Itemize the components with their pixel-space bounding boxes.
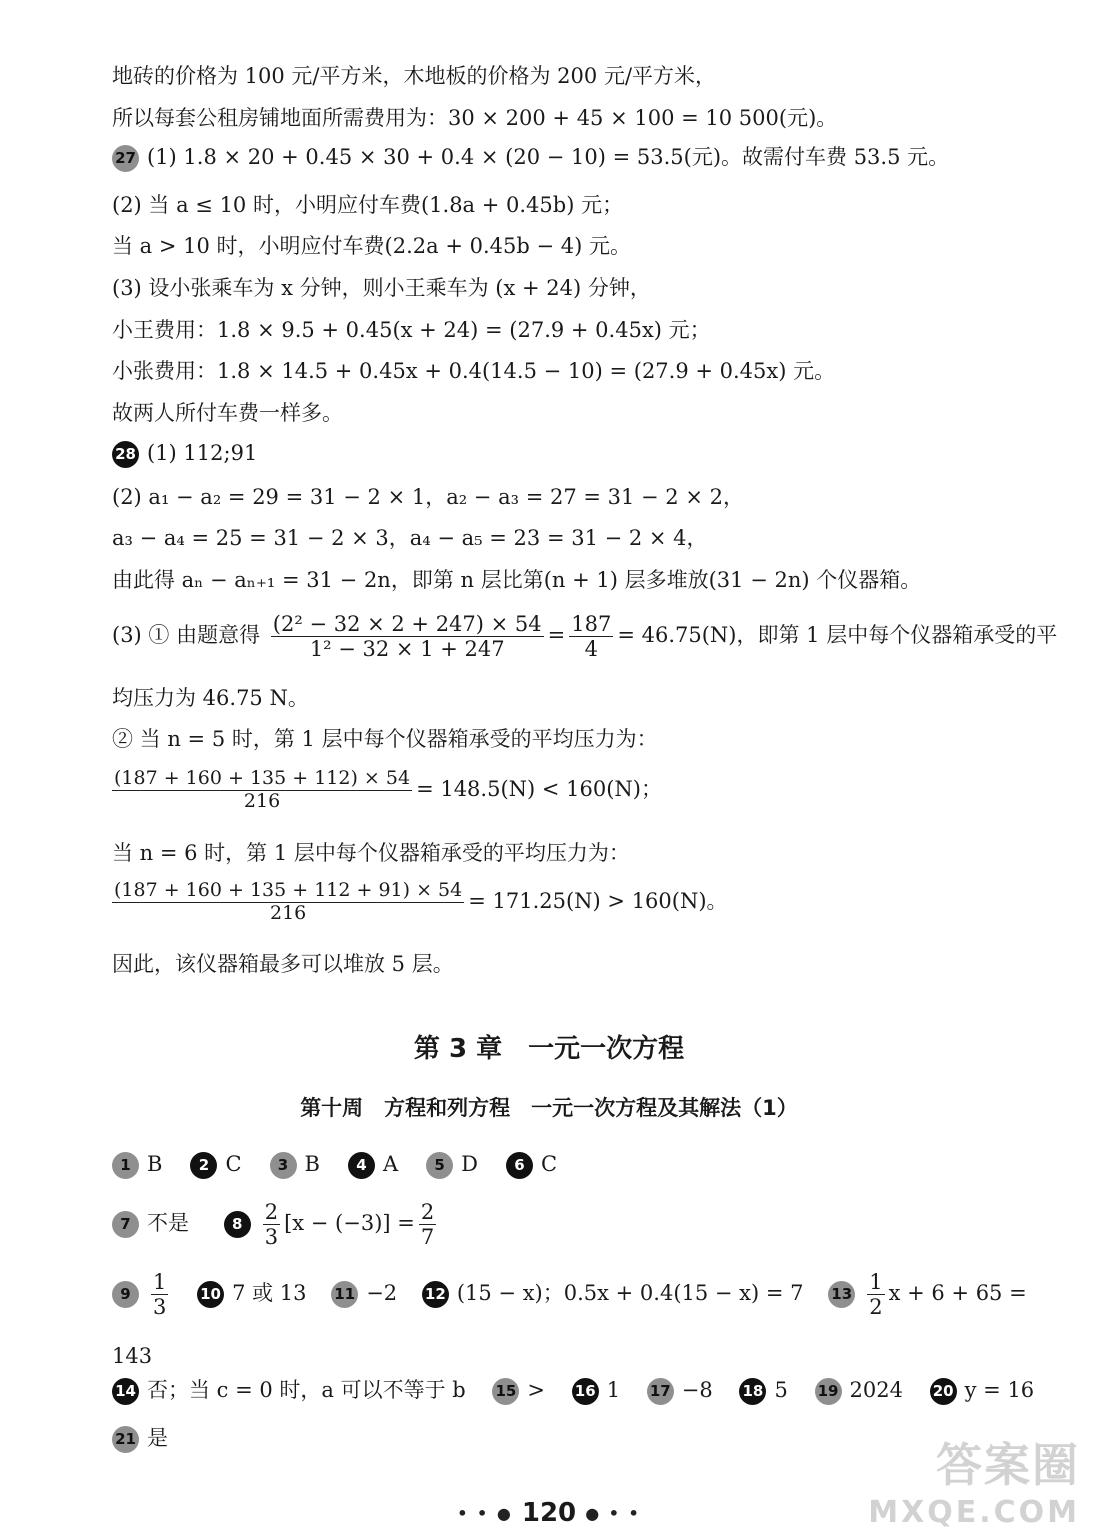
answer-text: A <box>382 1152 399 1176</box>
answer-text: −2 <box>366 1281 398 1306</box>
answer-row <box>112 1152 585 1179</box>
answer-text: D <box>461 1152 478 1176</box>
text-line: 143 <box>112 1344 153 1368</box>
question-number-badge: 21 <box>112 1426 139 1453</box>
fraction <box>867 1270 884 1319</box>
question-number-badge: 15 <box>492 1378 519 1405</box>
fraction-denominator: 1² − 32 × 1 + 247 <box>309 637 505 662</box>
fraction <box>112 768 412 813</box>
question-number-badge: 11 <box>331 1281 358 1308</box>
fraction-denominator: 4 <box>584 637 598 662</box>
fraction-numerator: 2 <box>264 1200 279 1224</box>
page-number: 120 <box>521 1498 577 1528</box>
answer-text: 1 <box>606 1378 621 1402</box>
watermark <box>868 1429 1080 1530</box>
answer-text: B <box>304 1152 320 1176</box>
answer-row <box>112 1378 1034 1405</box>
text-line: 均压力为 46.75 N。 <box>112 686 309 710</box>
answer-text: 2024 <box>849 1378 903 1402</box>
text-line: (2) 当 a ≤ 10 时，小明应付车费(1.8a + 0.45b) 元； <box>112 193 624 217</box>
formula-line <box>112 612 1057 661</box>
answer-item <box>426 1152 478 1179</box>
answer-item <box>190 1152 241 1179</box>
formula-line <box>108 768 662 813</box>
text-line: (1) 112;91 <box>147 441 258 465</box>
fraction-numerator: 187 <box>571 612 612 636</box>
fraction-denominator: 216 <box>269 901 307 924</box>
answer-item <box>112 1152 162 1179</box>
question-number-badge: 28 <box>112 441 139 468</box>
fraction-numerator: (2² − 32 × 2 + 247) × 54 <box>272 612 542 636</box>
question-number-badge: 12 <box>422 1281 449 1308</box>
chapter-title: 第 3 章 一元一次方程 <box>413 1034 685 1064</box>
question-number-badge: 1 <box>112 1152 139 1179</box>
watermark-logo-text: 答案圈 <box>936 1438 1080 1492</box>
question-number-badge: 4 <box>348 1152 375 1179</box>
answer-row <box>112 1200 468 1249</box>
answer-text: y = 16 <box>964 1378 1035 1402</box>
fraction-denominator: 2 <box>869 1295 883 1320</box>
question-number-badge: 19 <box>815 1378 842 1405</box>
question-number-badge: 6 <box>506 1152 533 1179</box>
question-number-badge: 8 <box>224 1211 251 1238</box>
answer-text: x + 6 + 65 = <box>888 1281 1027 1306</box>
text-line: 当 a > 10 时，小明应付车费(2.2a + 0.45b − 4) 元。 <box>112 234 631 258</box>
fraction <box>419 1200 436 1249</box>
fraction-denominator: 3 <box>153 1295 167 1320</box>
text-line: 小王费用：1.8 × 9.5 + 0.45(x + 24) = (27.9 + 0.45x) 元； <box>112 318 711 342</box>
text-line: (2) a₁ − a₂ = 29 = 31 − 2 × 1，a₂ − a₃ = 27 = 31 − 2 × 2， <box>112 485 744 509</box>
question-number-badge: 7 <box>112 1211 139 1238</box>
text-line: 地砖的价格为 100 元/平方米，木地板的价格为 200 元/平方米， <box>112 64 717 88</box>
text-segment: (3) ① 由题意得 <box>112 623 261 648</box>
answer-row <box>112 1270 1027 1319</box>
formula-line <box>108 880 728 925</box>
fraction-denominator: 7 <box>420 1225 435 1250</box>
question-number-badge: 17 <box>647 1378 674 1405</box>
answer-text: 是 <box>147 1426 168 1450</box>
text-segment: = 148.5(N) < 160(N)； <box>416 776 663 801</box>
fraction <box>151 1270 168 1319</box>
answer-text: 5 <box>774 1378 788 1402</box>
answer-item <box>348 1152 398 1179</box>
question-number-badge: 10 <box>197 1281 224 1308</box>
fraction-numerator: (187 + 160 + 135 + 112) × 54 <box>114 767 411 789</box>
question-number-badge: 14 <box>112 1378 139 1405</box>
text-line: 当 n = 6 时，第 1 层中每个仪器箱承受的平均压力为： <box>112 841 630 865</box>
question-number-badge: 9 <box>112 1281 139 1308</box>
question-number-badge: 5 <box>426 1152 453 1179</box>
fraction-numerator: (187 + 160 + 135 + 112 + 91) × 54 <box>114 879 463 901</box>
text-line: 由此得 aₙ − aₙ₊₁ = 31 − 2n，即第 n 层比第(n + 1) 层多堆放(31 − 2n) 个仪器箱。 <box>112 568 922 592</box>
fraction-numerator: 2 <box>420 1200 435 1224</box>
answer-text: [x − (−3)] = <box>284 1211 415 1236</box>
question-number-badge: 20 <box>930 1378 957 1405</box>
answer-text: 否；当 c = 0 时，a 可以不等于 b <box>147 1378 466 1402</box>
question-28-part1 <box>112 441 257 468</box>
fraction-numerator: 1 <box>153 1270 167 1294</box>
text-line: (1) 1.8 × 20 + 0.45 × 30 + 0.4 × (20 − 10) = 53.5(元)。故需付车费 53.5 元。 <box>147 145 950 169</box>
text-line: 小张费用：1.8 × 14.5 + 0.45x + 0.4(14.5 − 10) = (27.9 + 0.45x) 元。 <box>112 359 836 383</box>
answer-text: 不是 <box>147 1211 189 1236</box>
text-line: a₃ − a₄ = 25 = 31 − 2 × 3，a₄ − a₅ = 23 = 31 − 2 × 4， <box>112 526 708 550</box>
fraction-denominator: 216 <box>243 789 281 812</box>
fraction <box>263 1200 280 1249</box>
section-title: 第十周 方程和列方程 一元一次方程及其解法（1） <box>300 1096 798 1120</box>
question-number-badge: 2 <box>190 1152 217 1179</box>
fraction <box>271 612 544 661</box>
text-line: 故两人所付车费一样多。 <box>112 401 343 425</box>
question-number-badge: 18 <box>739 1378 766 1405</box>
answer-item <box>270 1152 320 1179</box>
watermark-url: MXQE.COM <box>868 1495 1080 1530</box>
text-segment: = <box>547 623 566 648</box>
text-line: ② 当 n = 5 时，第 1 层中每个仪器箱承受的平均压力为： <box>112 727 658 751</box>
answer-row <box>112 1426 168 1453</box>
text-line: 因此，该仪器箱最多可以堆放 5 层。 <box>112 952 454 976</box>
question-27-part1 <box>112 145 949 172</box>
answer-item <box>506 1152 557 1179</box>
question-number-badge: 16 <box>572 1378 599 1405</box>
text-segment: = 46.75(N)，即第 1 层中每个仪器箱承受的平 <box>617 623 1058 648</box>
answer-text: > <box>527 1378 546 1402</box>
text-segment: = 171.25(N) > 160(N)。 <box>468 888 728 913</box>
answer-text: B <box>147 1152 163 1176</box>
answer-text: (15 − x)；0.5x + 0.4(15 − x) = 7 <box>456 1281 804 1306</box>
decorative-dots: • • ● <box>457 1504 513 1523</box>
answer-text: 7 或 13 <box>232 1281 307 1306</box>
answer-text: −8 <box>681 1378 713 1402</box>
fraction-denominator: 3 <box>264 1225 279 1250</box>
text-line: (3) 设小张乘车为 x 分钟，则小王乘车为 (x + 24) 分钟， <box>112 276 651 300</box>
fraction <box>112 880 464 925</box>
answer-text: C <box>540 1152 558 1176</box>
question-number-badge: 3 <box>270 1152 297 1179</box>
text-line: 所以每套公租房铺地面所需费用为：30 × 200 + 45 × 100 = 10 500(元)。 <box>112 106 838 130</box>
decorative-dots: ● • • <box>585 1504 641 1523</box>
question-number-badge: 27 <box>112 145 139 172</box>
answer-text: C <box>225 1152 242 1176</box>
fraction-numerator: 1 <box>869 1270 883 1294</box>
fraction <box>569 612 613 661</box>
question-number-badge: 13 <box>828 1281 855 1308</box>
